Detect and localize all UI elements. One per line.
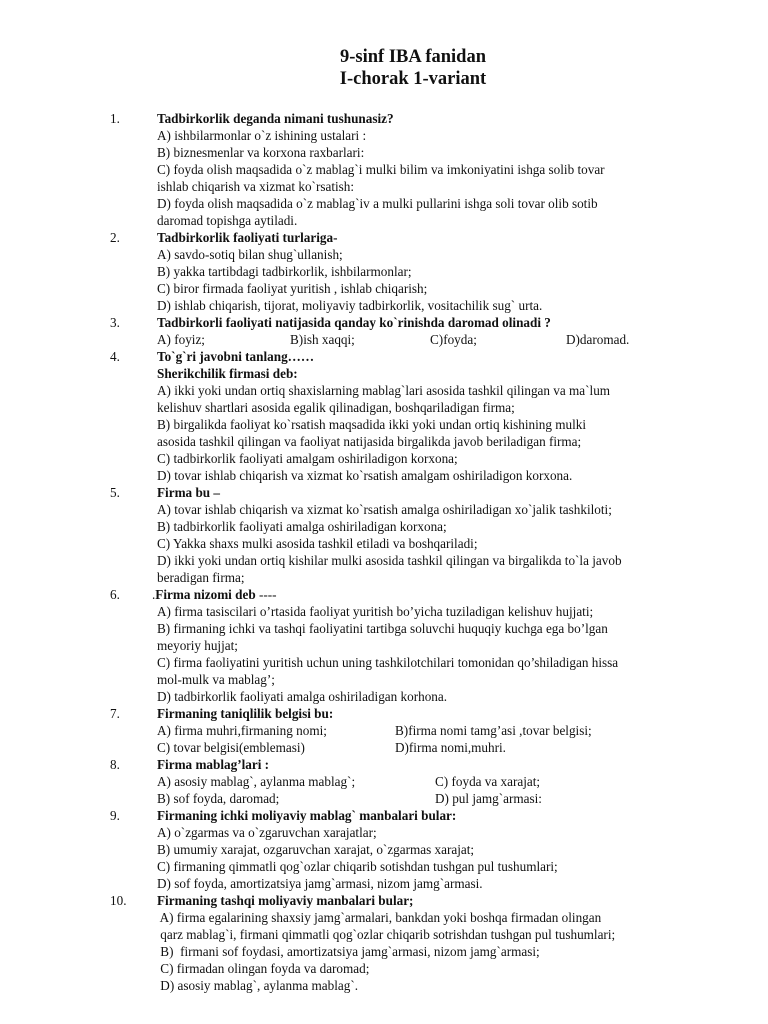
question-suffix: ---- xyxy=(255,587,277,602)
answer-option: A) savdo-sotiq bilan shug`ullanish; xyxy=(157,247,343,262)
answer-option: D) ikki yoki undan ortiq kishilar mulki asosida tashkil qilingan va birgalikda to`la javob xyxy=(157,553,622,568)
answer-option: A) firma tasiscilari o’rtasida faoliyat yuritish bo’yicha tuziladigan kelishuv hujjati; xyxy=(157,604,594,619)
question-number: 10. xyxy=(110,893,127,908)
answer-option-c: C) tovar belgisi(emblemasi) xyxy=(157,740,305,755)
answer-option-a: A) firma muhri,firmaning nomi; xyxy=(157,723,327,738)
question-text: Tadbirkorlik deganda nimani tushunasiz? xyxy=(157,111,394,126)
question-number: 8. xyxy=(110,757,120,772)
answer-option: B) firmani sof foydasi, amortizatsiya jamg`armasi, nizom jamg`armasi; xyxy=(157,944,540,959)
answer-option: A) tovar ishlab chiqarish va xizmat ko`rsatish amalga oshiriladigan xo`jalik tashkiloti; xyxy=(157,502,612,517)
question-text: Firmaning ichki moliyaviy mablag` manbalari bular: xyxy=(157,808,457,823)
question-prefix: . xyxy=(152,587,156,602)
answer-option-a: A) foyiz; xyxy=(157,332,205,347)
answer-option-d: D) pul jamg`armasi: xyxy=(435,791,542,806)
answer-option-continued: mol-mulk va mablag’; xyxy=(157,672,275,687)
question-text: Tadbirkorli faoliyati natijasida qanday ko`rinishda daromad olinadi ? xyxy=(157,315,551,330)
answer-option: C) foyda olish maqsadida o`z mablag`i mulki bilim va imkoniyatini ishga solib tovar xyxy=(157,162,605,177)
answer-option: C) firma faoliyatini yuritish uchun uning tashkilotchilari tomonidan qo’shiladigan hissa xyxy=(157,655,619,670)
answer-option: C) tadbirkorlik faoliyati amalgam oshiriladigon korxona; xyxy=(157,451,458,466)
answer-option-continued: qarz mablag`i, firmani qimmatli qog`ozlar chiqarib sotrishdan tushgan pul tushumlari; xyxy=(157,927,616,942)
question-number: 4. xyxy=(110,349,120,364)
answer-option: B) firmaning ichki va tashqi faoliyatini tartibga soluvchi huquqiy kuchga ega bo’lgan xyxy=(157,621,608,636)
answer-option-a: A) asosiy mablag`, aylanma mablag`; xyxy=(157,774,356,789)
question-text-line xyxy=(152,587,277,604)
answer-option: D) sof foyda, amortizatsiya jamg`armasi, nizom jamg`armasi. xyxy=(157,876,483,891)
answer-option: C) firmadan olingan foyda va daromad; xyxy=(157,961,370,976)
answer-option-continued: kelishuv shartlari asosida egalik qilinadigan, boshqariladigan firma; xyxy=(157,400,515,415)
answer-option-continued: asosida tashkil qilingan va faoliyat natijasida birgalikda javob beriladigan firma; xyxy=(157,434,582,449)
answer-option-d: D)firma nomi,muhri. xyxy=(395,740,506,755)
answer-option-d: D)daromad. xyxy=(566,332,630,347)
answer-option: C) firmaning qimmatli qog`ozlar chiqarib sotishdan tushgan pul tushumlari; xyxy=(157,859,558,874)
answer-option-continued: beradigan firma; xyxy=(157,570,245,585)
answer-option: D) tadbirkorlik faoliyati amalga oshiriladigan korhona. xyxy=(157,689,448,704)
document-title xyxy=(0,46,768,90)
answer-option-continued: ishlab chiqarish va xizmat ko`rsatish: xyxy=(157,179,355,194)
answer-option: B) umumiy xarajat, ozgaruvchan xarajat, o`zgarmas xarajat; xyxy=(157,842,475,857)
answer-option-b: B) sof foyda, daromad; xyxy=(157,791,280,806)
question-number: 7. xyxy=(110,706,120,721)
question-text: Tadbirkorlik faoliyati turlariga- xyxy=(157,230,338,245)
question-text: Firma mablag’lari : xyxy=(157,757,270,772)
question-number: 9. xyxy=(110,808,120,823)
answer-option-b: B)ish xaqqi; xyxy=(290,332,355,347)
question-number: 2. xyxy=(110,230,120,245)
answer-option: D) tovar ishlab chiqarish va xizmat ko`rsatish amalgam oshiriladigon korxona. xyxy=(157,468,573,483)
answer-option: B) biznesmenlar va korxona raxbarlari: xyxy=(157,145,365,160)
title-line-1: 9-sinf IBA fanidan xyxy=(340,47,486,67)
answer-option: D) ishlab chiqarish, tijorat, moliyaviy tadbirkorlik, vositachilik sug` urta. xyxy=(157,298,543,313)
answer-option: A) o`zgarmas va o`zgaruvchan xarajatlar; xyxy=(157,825,377,840)
question-subtext: Sherikchilik firmasi deb: xyxy=(157,366,298,381)
answer-option: D) foyda olish maqsadida o`z mablag`iv a mulki pullarini ishga soli tovar olib sotib xyxy=(157,196,598,211)
answer-option: C) biror firmada faoliyat yuritish , ishlab chiqarish; xyxy=(157,281,428,296)
answer-option-b: B)firma nomi tamg’asi ,tovar belgisi; xyxy=(395,723,592,738)
question-text: Firmaning tashqi moliyaviy manbalari bular; xyxy=(157,893,414,908)
question-text: Firma nizomi deb xyxy=(155,587,256,602)
question-text: Firma bu – xyxy=(157,485,221,500)
answer-option-c: C)foyda; xyxy=(430,332,477,347)
answer-option: B) tadbirkorlik faoliyati amalga oshiriladigan korxona; xyxy=(157,519,447,534)
title-line-2: I-chorak 1-variant xyxy=(339,69,487,89)
answer-option: B) yakka tartibdagi tadbirkorlik, ishbilarmonlar; xyxy=(157,264,412,279)
answer-option-continued: meyoriy hujjat; xyxy=(157,638,238,653)
answer-option: A) ishbilarmonlar o`z ishining ustalari : xyxy=(157,128,367,143)
answer-option-c: C) foyda va xarajat; xyxy=(435,774,541,789)
question-number: 1. xyxy=(110,111,120,126)
question-number: 6. xyxy=(110,587,120,602)
answer-option: C) Yakka shaxs mulki asosida tashkil etiladi va boshqariladi; xyxy=(157,536,478,551)
question-text: Firmaning taniqlilik belgisi bu: xyxy=(157,706,334,721)
answer-option: A) firma egalarining shaxsiy jamg`armalari, bankdan yoki boshqa firmadan olingan xyxy=(157,910,602,925)
answer-option: B) birgalikda faoliyat ko`rsatish maqsadida ikki yoki undan ortiq kishining mulki xyxy=(157,417,587,432)
question-text: To`g`ri javobni tanlang…… xyxy=(157,349,315,364)
answer-option-continued: daromad topishga aytiladi. xyxy=(157,213,298,228)
question-number: 3. xyxy=(110,315,120,330)
answer-option: D) asosiy mablag`, aylanma mablag`. xyxy=(157,978,359,993)
question-number: 5. xyxy=(110,485,120,500)
answer-option: A) ikki yoki undan ortiq shaxislarning mablag`lari asosida tashkil qilingan va ma`lum xyxy=(157,383,611,398)
